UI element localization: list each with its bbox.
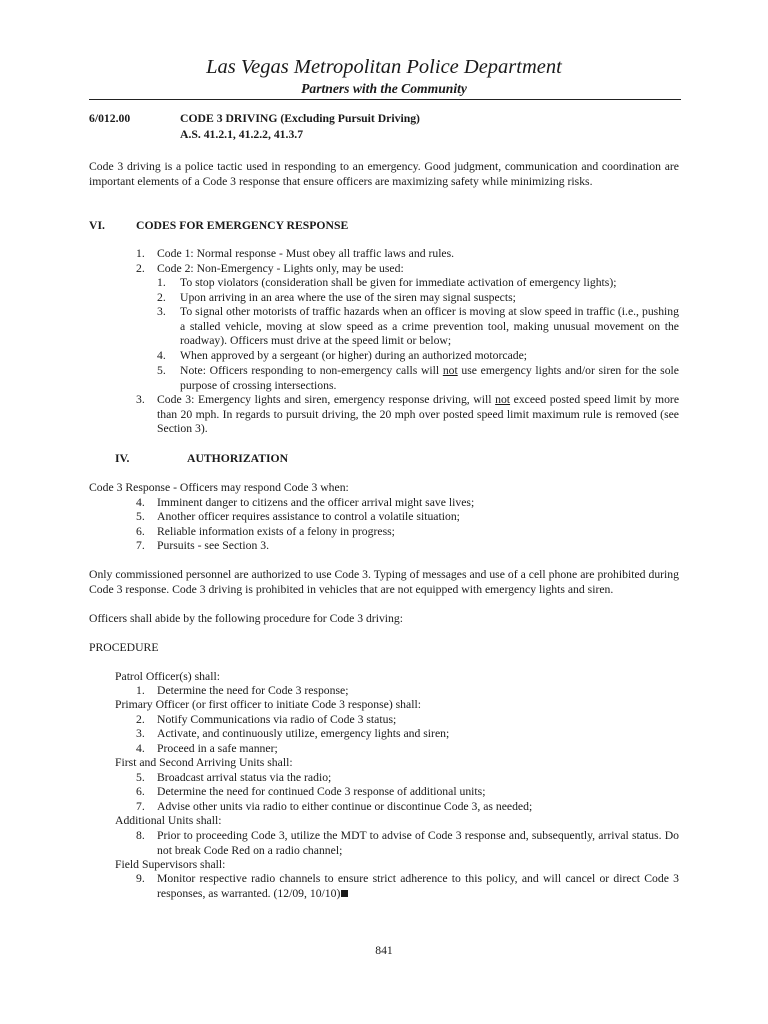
- sub-list-item: [157, 349, 679, 364]
- list-number: 7.: [136, 800, 145, 813]
- list-number: 1.: [136, 247, 145, 260]
- codes-numeral: VI.: [89, 219, 105, 232]
- group-label: Patrol Officer(s) shall:: [115, 670, 220, 683]
- list-item: [136, 539, 679, 554]
- text-run: Monitor respective radio channels to ensure strict adherence to this policy, and will cancel or direct Code 3 responses, as warranted. (12/09, 10/10): [157, 872, 679, 900]
- list-number: 2.: [157, 291, 166, 304]
- sub-list-item: [157, 291, 679, 306]
- list-item: [136, 393, 679, 437]
- list-number: 8.: [136, 829, 145, 842]
- list-item: [136, 872, 679, 901]
- text-run: exceed posted speed limit by more than 20 mph. In regards to pursuit driving, the 20 mph over posted speed limit maximum rule is removed (see Section 3).: [157, 393, 680, 436]
- text-run: Code 3: Emergency lights and siren, emergency response driving, will: [157, 393, 496, 406]
- list-item: [136, 684, 679, 699]
- list-text: To signal other motorists of traffic hazards when an officer is moving at slow speed in traffic (i.e., pushing a stalled vehicle, moving at slow speed as a crime prevention tool, making unusual movement on the roadway). Officers must drive at the speed limit or below;: [180, 305, 679, 348]
- end-of-section-icon: [341, 890, 348, 897]
- list-text: Determine the need for Code 3 response;: [157, 684, 349, 697]
- page-number: 841: [375, 944, 393, 957]
- list-text: Notify Communications via radio of Code 3 status;: [157, 713, 397, 726]
- sub-list-item: [157, 276, 679, 291]
- list-item: [136, 713, 679, 728]
- section-title: CODE 3 DRIVING (Excluding Pursuit Driving): [180, 112, 420, 125]
- authorization-heading: AUTHORIZATION: [187, 452, 289, 465]
- codes-heading: CODES FOR EMERGENCY RESPONSE: [136, 219, 349, 232]
- list-number: 3.: [136, 727, 145, 740]
- list-text: Determine the need for continued Code 3 response of additional units;: [157, 785, 486, 798]
- list-number: 6.: [136, 785, 145, 798]
- list-item: [136, 829, 679, 858]
- list-text: When approved by a sergeant (or higher) during an authorized motorcade;: [180, 349, 528, 362]
- list-item: [136, 262, 679, 277]
- department-title: Las Vegas Metropolitan Police Department: [206, 56, 562, 78]
- list-text: Reliable information exists of a felony in progress;: [157, 525, 395, 538]
- list-item: [136, 727, 679, 742]
- authorization-paragraph: Only commissioned personnel are authorized to use Code 3. Typing of messages and use of a cell phone are prohibited during Code 3 response. Code 3 driving is prohibited in vehicles that are not equipped with emergency lights and siren.: [89, 568, 679, 596]
- list-item: [136, 785, 679, 800]
- list-text: Pursuits - see Section 3.: [157, 539, 269, 552]
- list-text: [180, 364, 679, 393]
- list-text: Code 1: Normal response - Must obey all traffic laws and rules.: [157, 247, 455, 260]
- list-text: Advise other units via radio to either continue or discontinue Code 3, as needed;: [157, 800, 533, 813]
- list-number: 4.: [136, 496, 145, 509]
- list-number: 5.: [136, 510, 145, 523]
- list-text: Another officer requires assistance to control a volatile situation;: [157, 510, 460, 523]
- list-text: Prior to proceeding Code 3, utilize the MDT to advise of Code 3 response and, subsequently, arrival status. Do not break Code Red on a radio channel;: [157, 829, 679, 857]
- department-motto: Partners with the Community: [301, 81, 467, 96]
- list-number: 6.: [136, 525, 145, 538]
- list-text: Broadcast arrival status via the radio;: [157, 771, 332, 784]
- list-item: [136, 800, 679, 815]
- list-number: 1.: [136, 684, 145, 697]
- intro-paragraph: Code 3 driving is a police tactic used in responding to an emergency. Good judgment, communication and coordination are important elements of a Code 3 response that ensure officers are maximizing safety while minimizing risks.: [89, 160, 679, 188]
- list-number: 4.: [136, 742, 145, 755]
- header-divider: [89, 99, 681, 100]
- list-text: [157, 872, 679, 901]
- group-label: Field Supervisors shall:: [115, 858, 226, 871]
- authorization-numeral: IV.: [115, 452, 130, 465]
- list-number: 3.: [157, 305, 166, 318]
- section-reference: A.S. 41.2.1, 41.2.2, 41.3.7: [180, 128, 304, 141]
- list-item: [136, 496, 679, 511]
- underlined-text: not: [442, 364, 458, 377]
- list-number: 3.: [136, 393, 145, 406]
- list-number: 2.: [136, 262, 145, 275]
- text-run: use emergency lights and/or siren for the sole purpose of crossing intersections.: [180, 364, 679, 392]
- list-item: [136, 742, 679, 757]
- list-number: 4.: [157, 349, 166, 362]
- list-text: To stop violators (consideration shall be given for immediate activation of emergency lights);: [180, 276, 617, 289]
- group-label: Primary Officer (or first officer to initiate Code 3 response) shall:: [115, 698, 421, 711]
- list-item: [136, 247, 679, 262]
- text-run: Note: Officers responding to non-emergency calls will: [180, 364, 443, 377]
- sub-list-item: [157, 364, 679, 393]
- list-number: 9.: [136, 872, 145, 885]
- list-item: [136, 525, 679, 540]
- group-label: Additional Units shall:: [115, 814, 222, 827]
- list-number: 5.: [157, 364, 166, 377]
- group-label: First and Second Arriving Units shall:: [115, 756, 293, 769]
- procedure-intro: Officers shall abide by the following procedure for Code 3 driving:: [89, 612, 403, 625]
- list-item: [136, 510, 679, 525]
- sub-list-item: [157, 305, 679, 349]
- list-text: Proceed in a safe manner;: [157, 742, 278, 755]
- list-number: 1.: [157, 276, 166, 289]
- list-text: Code 2: Non-Emergency - Lights only, may be used:: [157, 262, 404, 275]
- authorization-lead: Code 3 Response - Officers may respond Code 3 when:: [89, 481, 349, 494]
- list-text: Imminent danger to citizens and the officer arrival might save lives;: [157, 496, 475, 509]
- list-item: [136, 771, 679, 786]
- list-text: Upon arriving in an area where the use of the siren may signal suspects;: [180, 291, 516, 304]
- list-number: 2.: [136, 713, 145, 726]
- list-text: [157, 393, 679, 437]
- list-text: Activate, and continuously utilize, emergency lights and siren;: [157, 727, 450, 740]
- list-number: 5.: [136, 771, 145, 784]
- underlined-text: not: [495, 393, 511, 406]
- procedure-heading: PROCEDURE: [89, 641, 159, 654]
- section-number: 6/012.00: [89, 112, 131, 125]
- list-number: 7.: [136, 539, 145, 552]
